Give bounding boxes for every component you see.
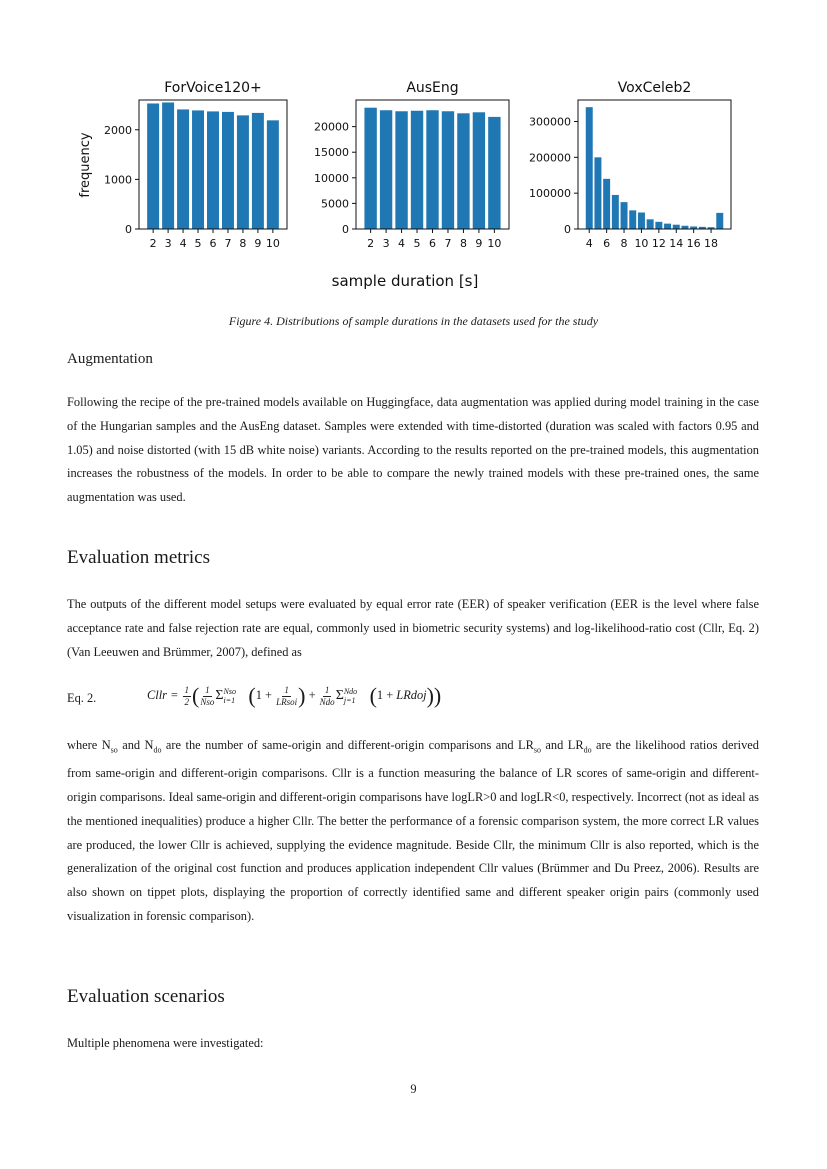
bar-9 <box>629 210 636 229</box>
bar-7 <box>612 195 619 229</box>
eq-half-num: 1 <box>184 684 190 695</box>
p2-b: and N <box>117 738 154 752</box>
y-tick-label: 1000 <box>104 173 132 187</box>
bar-4 <box>586 107 593 229</box>
y-tick-label: 200000 <box>529 151 571 165</box>
bar-14 <box>673 225 680 229</box>
metrics-paragraph: The outputs of the different model setups were evaluated by equal error rate (EER) of speaker verification (EER is the level where false acceptance rate and false rejection rate are equal, commonly used in biometric security systems) and log-likelihood-ratio cost (Cllr, Eq. 2) (Van Leeuwen and Brümmer, 2007), defined as <box>67 597 759 659</box>
eq-so-num: 1 <box>205 684 210 695</box>
figure-4-histograms <box>0 0 827 300</box>
x-tick-label: 18 <box>704 237 719 250</box>
x-tick-label: 8 <box>239 237 247 250</box>
evaluation-metrics-heading: Evaluation metrics <box>67 547 210 568</box>
eq-lrso-fraction <box>276 685 297 708</box>
x-tick-label: 6 <box>209 237 217 250</box>
chart-panel-2 <box>314 80 509 250</box>
p2-do2: do <box>583 745 592 755</box>
bar-2 <box>147 103 159 229</box>
bar-10 <box>638 213 645 229</box>
augmentation-heading: Augmentation <box>67 351 153 367</box>
bar-3 <box>380 110 392 229</box>
bar-6 <box>603 179 610 229</box>
bar-5 <box>594 157 601 229</box>
eq-sum-do-bot: j=1 <box>343 696 356 705</box>
x-tick-label: 2 <box>367 237 375 250</box>
x-tick-label: 9 <box>254 237 262 250</box>
scenarios-paragraph: Multiple phenomena were investigated: <box>67 1036 264 1050</box>
x-tick-label: 10 <box>634 237 649 250</box>
y-tick-label: 5000 <box>321 197 349 211</box>
x-tick-label: 4 <box>585 237 593 250</box>
eq-lrdo: LRdoj <box>396 687 427 702</box>
chart-panel-3 <box>529 80 731 250</box>
bar-3 <box>162 102 174 229</box>
equation-label: Eq. 2. <box>67 691 97 705</box>
bar-7 <box>442 111 454 229</box>
p2-c: are the number of same-origin and different-origin comparisons and LR <box>161 738 534 752</box>
x-tick-label: 6 <box>429 237 436 250</box>
x-tick-label: 5 <box>194 237 202 250</box>
x-tick-label: 14 <box>669 237 684 250</box>
bar-10 <box>267 120 279 229</box>
y-tick-label: 10000 <box>314 171 349 185</box>
eq-do-fraction <box>320 685 335 708</box>
x-tick-label: 5 <box>413 237 421 250</box>
y-tick-label: 100000 <box>529 187 571 201</box>
bar-13 <box>664 224 671 229</box>
chart-title: ForVoice120+ <box>164 80 262 96</box>
x-tick-label: 8 <box>459 237 467 250</box>
bar-9 <box>252 113 264 229</box>
bar-12 <box>655 222 662 229</box>
x-tick-label: 10 <box>487 237 502 250</box>
eq-so-den: Nso <box>200 696 215 707</box>
p2-e: are the likelihood ratios derived from same-origin and different-origin comparisons. Cllr is a function measuring the balance of LR scores of same-origin and different-origin comparisons. Ideal same-origin and different-origin comparisons have logLR>0 and logLR<0, respectively. Incorrect (not as ideal as the mentioned inequalities) produce a higher Cllr. The better the performance of a forensic comparison system, the more correct LR values are produced, the lower Cllr is achieved, supplying the evidence magnitude. Beside Cllr, the minimum Cllr is also reported, which is the generalization of the original cost function and produces application independent Cllr values (Brümmer and Du Preez, 2006). Results are also shown on tippet plots, displaying the proportion of correctly identified same and different speaker origin pairs (commonly used visualization in forensic comparison). <box>67 738 759 924</box>
eq-sum-do <box>344 687 357 705</box>
x-tick-label: 16 <box>686 237 701 250</box>
p2-a: where N <box>67 738 111 752</box>
p2-d: and LR <box>541 738 584 752</box>
eq-half-den: 2 <box>184 696 190 707</box>
eq-sum-so <box>224 687 236 705</box>
eq-so-fraction <box>200 685 214 708</box>
bar-8 <box>621 202 628 229</box>
chart-panel-1 <box>104 80 287 250</box>
eq-one-plus-do: 1 + <box>376 687 394 702</box>
bar-4 <box>395 111 407 229</box>
y-tick-label: 20000 <box>314 120 349 134</box>
eq-half-fraction <box>183 685 192 708</box>
eq-plus: + <box>308 687 316 702</box>
bar-6 <box>426 110 438 229</box>
metrics-paragraph-2 <box>67 734 759 929</box>
bar-9 <box>473 112 485 229</box>
x-tick-label: 3 <box>382 237 390 250</box>
bar-5 <box>411 111 423 229</box>
y-tick-label: 0 <box>564 223 571 236</box>
x-tick-label: 6 <box>603 237 611 250</box>
x-tick-label: 3 <box>164 237 172 250</box>
eq-one-plus-so: 1 + <box>255 687 272 702</box>
bar-2 <box>364 108 376 229</box>
eq-do-den: Ndo <box>319 696 335 707</box>
x-axis-label: sample duration [s] <box>331 272 479 290</box>
eq-sum-so-top: Nso <box>223 687 236 696</box>
bar-8 <box>237 115 249 229</box>
bar-7 <box>222 112 234 229</box>
x-tick-label: 4 <box>398 237 406 250</box>
y-tick-label: 0 <box>125 223 132 236</box>
y-tick-label: 15000 <box>314 146 349 160</box>
x-tick-label: 12 <box>651 237 666 250</box>
chart-title: AusEng <box>406 80 459 96</box>
bar-11 <box>647 219 654 229</box>
x-tick-label: 10 <box>265 237 280 250</box>
p2-so2: so <box>533 745 541 755</box>
p2-so1: so <box>110 745 118 755</box>
augmentation-paragraph: Following the recipe of the pre-trained models available on Huggingface, data augmentation was applied during model training in the case of the Hungarian samples and the AusEng dataset. Samples were extended with time-distorted (duration was scaled with factors 0.95 and 1.05) and noise distorted (with 15 dB white noise) variants. According to the results reported on the pre-trained models, this augmentation increases the robustness of the models. In order to be able to compare the newly trained models with these pre-trained ones, the same augmentation was used. <box>67 395 759 505</box>
bar-5 <box>192 110 204 229</box>
equation-2 <box>67 683 759 719</box>
y-axis-label: frequency <box>78 132 93 198</box>
eq-lhs: Cllr = <box>147 687 179 702</box>
figure-caption: Figure 4. Distributions of sample durations in the datasets used for the study <box>228 314 599 328</box>
x-tick-label: 2 <box>149 237 157 250</box>
evaluation-scenarios-heading: Evaluation scenarios <box>67 986 225 1007</box>
eq-sum-so-bot: i=1 <box>223 696 236 705</box>
y-tick-label: 300000 <box>529 115 571 129</box>
p2-do1: do <box>153 745 162 755</box>
eq-lrso-num: 1 <box>284 684 289 695</box>
bar-4 <box>177 109 189 229</box>
x-tick-label: 9 <box>475 237 483 250</box>
bar-19 <box>716 213 723 229</box>
y-tick-label: 2000 <box>104 123 132 137</box>
bar-6 <box>207 111 219 229</box>
eq-do-num: 1 <box>324 684 330 695</box>
chart-title: VoxCeleb2 <box>617 80 692 96</box>
x-tick-label: 7 <box>224 237 232 250</box>
x-tick-label: 4 <box>179 237 187 250</box>
x-tick-label: 8 <box>620 237 628 250</box>
x-tick-label: 7 <box>444 237 452 250</box>
bar-8 <box>457 113 469 229</box>
equation-formula: Cllr = $\frac{1}{2}$ ( $\frac{1}{\text{Nso}}$ Σ Nso i=1 (1 + $\frac{1}{\text{LRsoi}}$ ) + $\frac{1}{\text{Ndo}}$ Σ Ndo j=1 (1 + LRdoj)) <box>147 683 442 708</box>
page-number: 9 <box>410 1082 417 1096</box>
bar-10 <box>488 117 500 229</box>
eq-sum-do-top: Ndo <box>343 687 358 696</box>
eq-lrso-den: LRsoi <box>276 696 298 707</box>
y-tick-label: 0 <box>342 223 349 236</box>
